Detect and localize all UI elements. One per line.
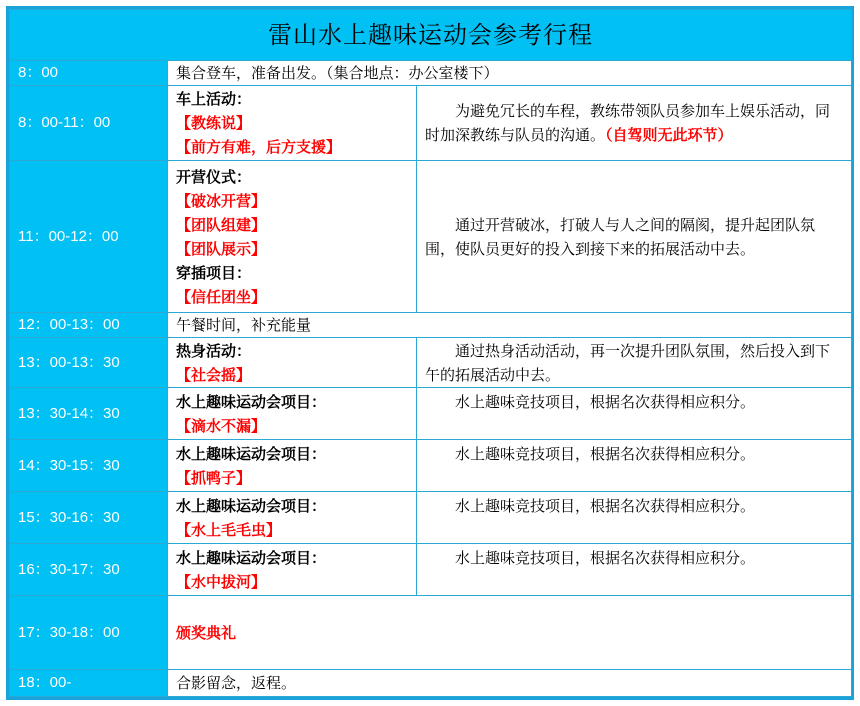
activity-heading: 热身活动： (176, 341, 252, 360)
activity-item: 【水上毛毛虫】 (176, 520, 282, 539)
itinerary-table (9, 9, 852, 697)
description-text: 为避免冗长的车程，教练带领队员参加车上娱乐活动，同时加深教练与队员的沟通。 (425, 102, 831, 144)
description-cell: 水上趣味竞技项目，根据名次获得相应积分。 (417, 440, 852, 492)
activity-cell (168, 86, 417, 161)
activity-cell (168, 544, 417, 596)
description-cell (417, 86, 852, 161)
table-row (10, 161, 852, 313)
activity-heading: 水上趣味运动会项目： (176, 444, 327, 463)
activity-heading: 开营仪式： (176, 167, 252, 186)
time-cell: 11：00-12：00 (10, 161, 168, 313)
time-cell: 8：00-11：00 (10, 86, 168, 161)
description-cell: 通过开营破冰，打破人与人之间的隔阂，提升起团队氛围，使队员更好的投入到接下来的拓展活动中去。 (417, 161, 852, 313)
description-cell: 水上趣味竞技项目，根据名次获得相应积分。 (417, 388, 852, 440)
activity-item: 【滴水不漏】 (176, 416, 267, 435)
time-cell: 18：00- (10, 670, 168, 697)
activity-item: 【团队展示】 (176, 239, 267, 258)
activity-cell (168, 161, 417, 313)
description-cell: 水上趣味竞技项目，根据名次获得相应积分。 (417, 544, 852, 596)
table-row (10, 388, 852, 440)
table-row (10, 670, 852, 697)
activity-cell (168, 338, 417, 388)
time-cell: 14：30-15：30 (10, 440, 168, 492)
time-cell: 13：00-13：30 (10, 338, 168, 388)
time-cell: 8：00 (10, 61, 168, 86)
table-row (10, 338, 852, 388)
activity-heading: 穿插项目： (176, 263, 252, 282)
activity-item: 【社会摇】 (176, 365, 252, 384)
activity-item: 【水中拔河】 (176, 572, 267, 591)
table-row (10, 544, 852, 596)
table-row (10, 440, 852, 492)
time-cell: 15：30-16：30 (10, 492, 168, 544)
content-cell: 合影留念，返程。 (168, 670, 852, 697)
activity-heading: 水上趣味运动会项目： (176, 548, 327, 567)
content-cell: 集合登车，准备出发。（集合地点：办公室楼下） (168, 61, 852, 86)
activity-item: 【教练说】 (176, 114, 252, 132)
time-cell: 16：30-17：30 (10, 544, 168, 596)
content-cell: 午餐时间，补充能量 (168, 313, 852, 338)
description-cell: 水上趣味竞技项目，根据名次获得相应积分。 (417, 492, 852, 544)
description-cell: 通过热身活动活动，再一次提升团队氛围，然后投入到下午的拓展活动中去。 (417, 338, 852, 388)
activity-item: 【团队组建】 (176, 215, 267, 234)
table-row (10, 492, 852, 544)
activity-item: 【破冰开营】 (176, 191, 267, 210)
table-row (10, 86, 852, 161)
activity-heading: 水上趣味运动会项目： (176, 496, 327, 515)
page-title: 雷山水上趣味运动会参考行程 (10, 10, 852, 61)
description-note: （自驾则无此环节） (605, 126, 733, 144)
itinerary-sheet (6, 6, 854, 700)
content-cell: 颁奖典礼 (168, 596, 852, 670)
activity-item: 【信任团坐】 (176, 287, 267, 306)
table-row (10, 61, 852, 86)
activity-heading: 水上趣味运动会项目： (176, 392, 327, 411)
activity-item: 【抓鸭子】 (176, 468, 252, 487)
table-row (10, 596, 852, 670)
title-row (10, 10, 852, 61)
activity-cell (168, 440, 417, 492)
time-cell: 17：30-18：00 (10, 596, 168, 670)
time-cell: 12：00-13：00 (10, 313, 168, 338)
activity-cell (168, 388, 417, 440)
activity-item: 【前方有难，后方支援】 (176, 138, 342, 156)
time-cell: 13：30-14：30 (10, 388, 168, 440)
activity-heading: 车上活动： (176, 90, 252, 108)
table-row (10, 313, 852, 338)
activity-cell (168, 492, 417, 544)
